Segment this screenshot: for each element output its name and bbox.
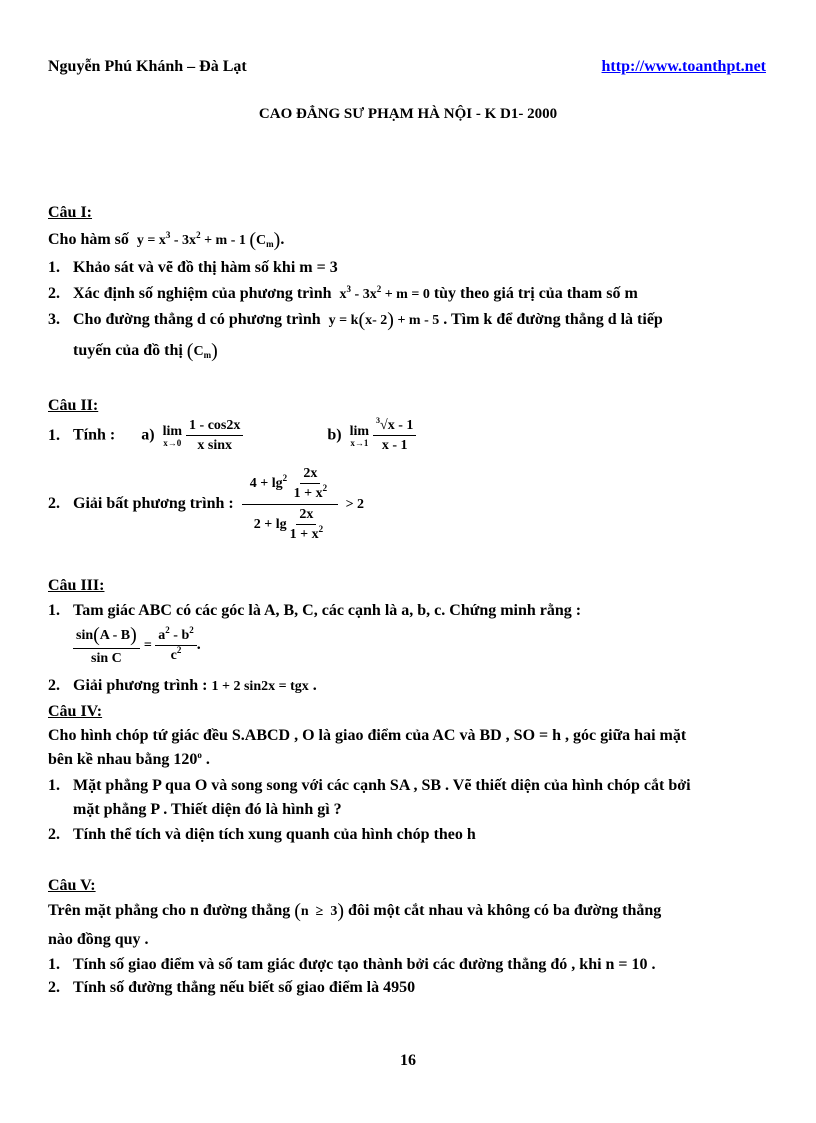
cau3-heading: Câu III: xyxy=(48,577,105,594)
cau2-item1: 1. Tính : a) lim x→0 $\frac{1 - \cos 2x}{\text{x sinx}}$ b) lim x→1 $\frac{^3√x - 1}{x - 1}$ xyxy=(48,418,416,454)
cau5-heading: Câu V: xyxy=(48,877,96,894)
log-inequality: $4 + \lg^2$ $\frac{2x}{1 + x^2}$ 2 + lg $\frac{2x}{1 + x^2}$ xyxy=(242,466,338,543)
author-header: Nguyễn Phú Khánh – Đà Lạt xyxy=(48,58,247,75)
cau1-item1: 1. Khảo sát và vẽ đồ thị hàm số khi m = 3 xyxy=(48,259,338,276)
cau3-item1: 1. Tam giác ABC có các góc là A, B, C, các cạnh là a, b, c. Chứng minh rằng : xyxy=(48,602,582,619)
cau3-item2: 2. Giải phương trình : 1 + 2 sin2x = tgx . xyxy=(48,677,317,694)
cau1-item3: 3. Cho đường thẳng d có phương trình y = k(x- 2) + m - 5 . Tìm k để đường thẳng d là tiếp xyxy=(48,309,663,331)
cau1-item3-cont: tuyến của đồ thị $(C_m)$ xyxy=(73,340,218,362)
cau2-item2: 2. Giải bất phương trình : $4 + \lg^2$ $\frac{2x}{1 + x^2}$ 2 + lg $\frac{2x}{1 + x^2}$ > 2 xyxy=(48,466,365,542)
cau4-item1-cont: mặt phẳng P . Thiết diện đó là hình gì ? xyxy=(73,801,342,818)
exam-title: CAO ĐẲNG SƯ PHẠM HÀ NỘI - K D1- 2000 xyxy=(258,106,558,122)
page-number: 16 xyxy=(400,1052,416,1069)
cau5-item2: 2. Tính số đường thẳng nếu biết số giao điểm là 4950 xyxy=(48,979,416,996)
fraction-a: $\frac{1 - \cos 2x}{\text{x sinx}}$ xyxy=(186,418,243,454)
cau2-heading: Câu II: xyxy=(48,397,99,414)
cau5-p1: Trên mặt phẳng cho n đường thẳng (n ≥ 3) đôi một cắt nhau và không có ba đường thẳng xyxy=(48,900,662,922)
cau4-item1: 1. Mặt phẳng P qua O và song song với các cạnh SA , SB . Vẽ thiết diện của hình chóp cắt bởi xyxy=(48,777,691,794)
cau1-heading: Câu I: xyxy=(48,204,93,221)
limit-a: lim x→0 xyxy=(162,424,183,448)
cau1-intro: Cho hàm số $y = x^3 - 3x^2 + m - 1$ $(C_m)$. xyxy=(48,229,285,251)
website-link[interactable]: http://www.toanthpt.net xyxy=(601,58,766,75)
cau5-p2: nào đồng quy . xyxy=(48,931,149,948)
cau5-item1: 1. Tính số giao điểm và số tam giác được tạo thành bởi các đường thẳng đó , khi n = 10 . xyxy=(48,956,656,973)
function-formula: $y = x^3 - 3x^2 + m - 1$ $(C_m)$ xyxy=(136,229,281,251)
cau4-p1: Cho hình chóp tứ giác đều S.ABCD , O là giao điểm của AC và BD , SO = h , góc giữa hai mặt xyxy=(48,727,687,744)
cau4-item2: 2. Tính thể tích và diện tích xung quanh của hình chóp theo h xyxy=(48,826,476,843)
cau4-p2: bên kề nhau bằng 120$^o$ . xyxy=(48,750,210,768)
cau3-identity: $\frac{\sin(A - B)}{\text{sin C}}$ = $\frac{a^2 - b^2}{c^2}$ . xyxy=(73,624,201,667)
limit-b: lim x→1 xyxy=(349,424,370,448)
cau1-item2: 2. Xác định số nghiệm của phương trình $x^3 - 3x^2 + m = 0$ tùy theo giá trị của tham số m xyxy=(48,284,638,302)
cau4-heading: Câu IV: xyxy=(48,703,103,720)
fraction-b: $\frac{^3√x - 1}{x - 1}$ xyxy=(373,418,416,454)
